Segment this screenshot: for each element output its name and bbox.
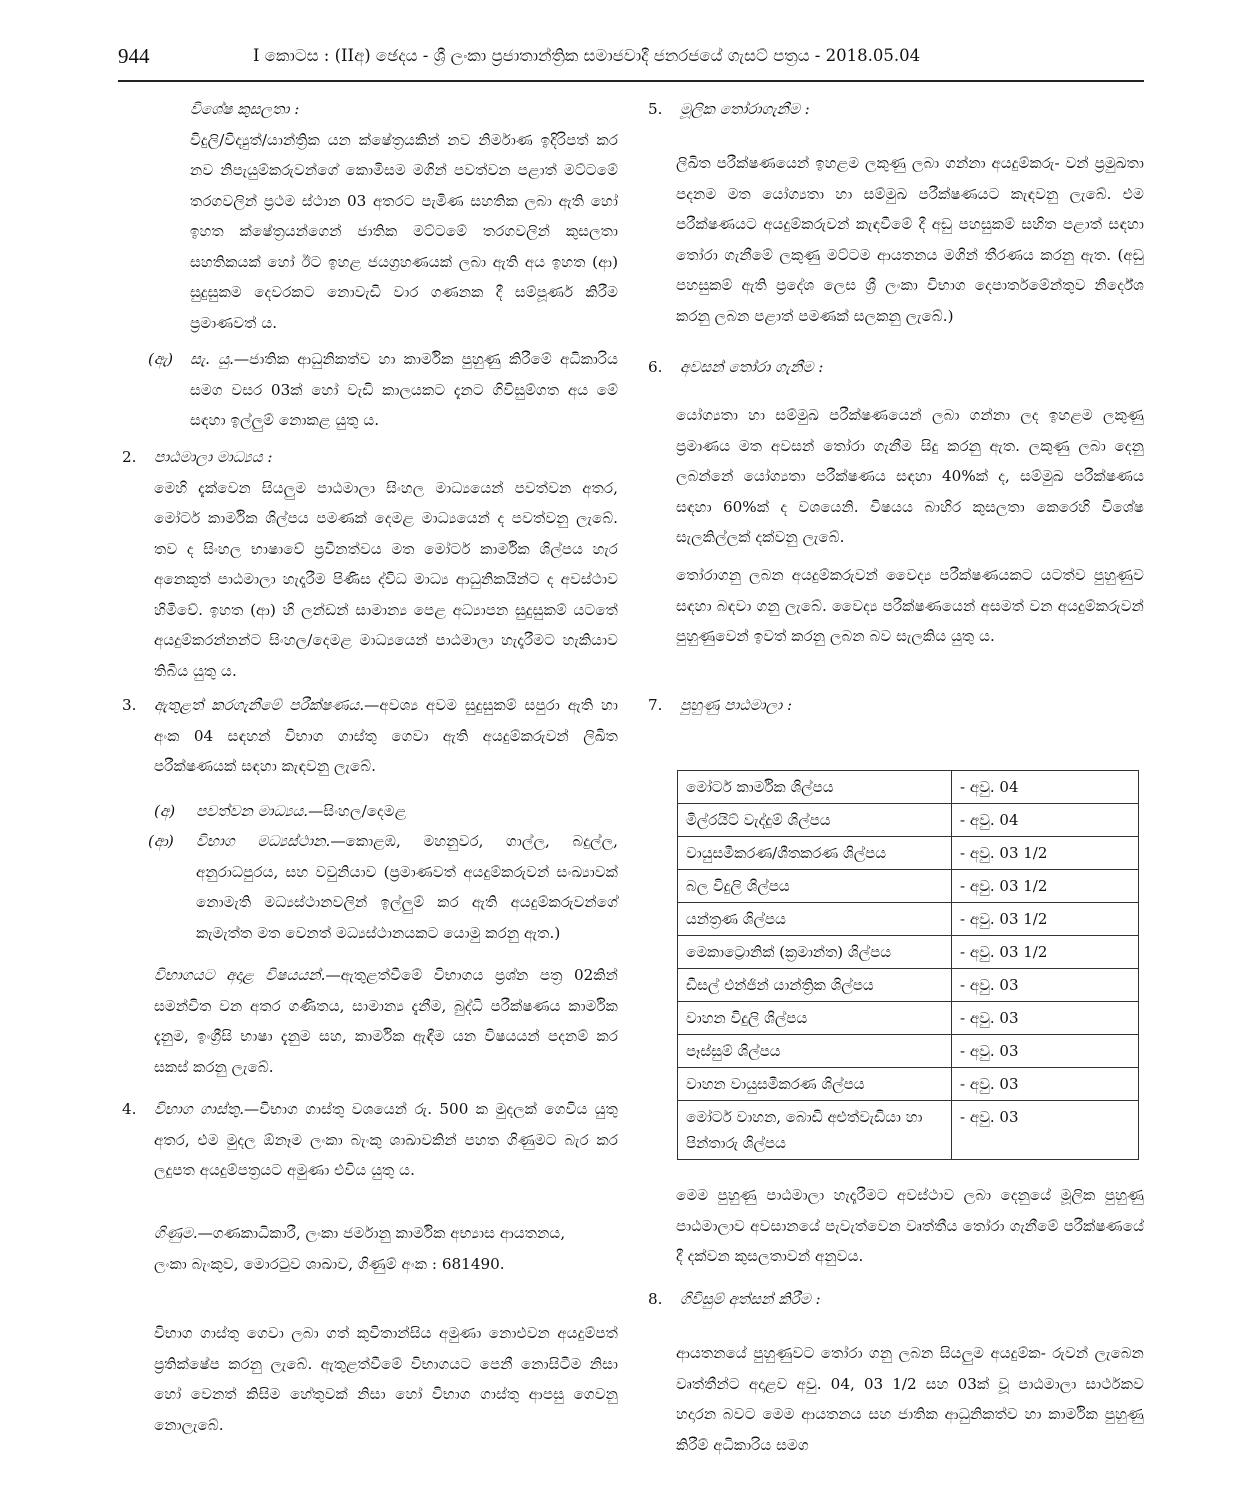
note-ae-text: —ජාතික ආධුනිකත්ව හා කාර්මික පුහුණු කිරීමේ අධිකාරිය සමග වසර 03ක් හෝ වැඩි කාලයකට දැනට ගිවිසුම්ගත අය මේ සඳහා ඉල්ලුම් නොකළ යුතු ය.	[190, 350, 619, 429]
section-7-text: මෙම පුහුණු පාඨමාලා හැදෑරීමට අවස්ථාව ලබා දෙනුයේ මූලික පුහුණු පාඨමාලාව අවසානයේ පැවැත්වෙන වෘත්තීය තෝරා ගැනීමේ පරීක්ෂණයේ දී දක්වන කුසලතාවන් අනුවය.	[676, 1186, 1144, 1265]
account-lead: ගිණුම.	[154, 1224, 198, 1242]
section-6-text-2: තෝරාගනු ලබන අයදුම්කරුවන් වෛද්‍ය පරීක්ෂණයකට යටත්ව පුහුණුව සඳහා බඳවා ගනු ලැබේ. වෛද්‍ය පරීක්ෂණයෙන් අසමත් වන අයදුම්කරුවන් පුහුණුවෙන් ඉවත් කරනු ලබන බව සැලකිය යුතු ය.	[676, 566, 1144, 645]
fee-rejection-text: විභාග ගාස්තු ගෙවා ලබා ගත් කුවිතාන්සිය අමුණා නොඑවන අයදුම්පත් ප්‍රතික්ෂේප කරනු ලැබේ. ඇතුළත්වීමේ විභාගයට පෙනී නොසිටීම නිසා හෝ වෙනත් කිසිම හේතුවක් නිසා හෝ විභාග ගාස්තු ආපසු ගෙවනු නොලැබේ.	[154, 1324, 618, 1434]
section-3a-text: —සිංහල/දෙමළ	[308, 802, 407, 820]
note-ae-paragraph	[190, 344, 618, 436]
section-3-heading: ඇතුළත් කරගැනීමේ පරීක්ෂණය.	[154, 696, 365, 714]
section-6	[648, 352, 1144, 383]
course-name: මිල්රයිට් වැද්දුම් ශිල්පය	[678, 804, 952, 837]
section-3b	[148, 826, 618, 948]
section-3	[122, 690, 618, 782]
section-6-heading: අවසන් තෝරා ගැනීම :	[680, 358, 824, 376]
table-row	[678, 771, 1139, 804]
section-4-text: —විභාග ගාස්තු වශයෙන් රු. 500 ක මුදලක් ගෙවිය යුතු අතර, එම මුදල ඕනෑම ලංකා බැංකු ශාඛාවකින් පහත ගිණුමට බැර කර ලදුපත අයදුම්පත්‍රයට අමුණා එවිය යුතු ය.	[154, 1100, 618, 1179]
note-ae-marker: (ඇ)	[148, 350, 174, 368]
table-row	[678, 936, 1139, 969]
course-name: මෝටර් වාහන, බොඩි අළුත්වැඩියා හා පින්තාරු ශිල්පය	[678, 1101, 952, 1160]
section-3a-lead: පවත්වන මාධ්‍යය.	[196, 802, 309, 820]
course-name: වාහන විදුලි ශිල්පය	[678, 1002, 952, 1035]
section-3b-paragraph	[196, 826, 618, 948]
section-3a-paragraph	[196, 796, 618, 827]
section-3-text: —අවශ්‍ය අවම සුදුසුකම් සපුරා ඇති හා අංක 04 සඳහන් විභාග ගාස්තු ගෙවා ඇති අයදුම්කරුවන් ලිඛිත පරීක්ෂණයක් සඳහා කැඳවනු ලැබේ.	[154, 696, 618, 775]
section-8-body	[676, 1338, 1144, 1460]
header-rule	[118, 80, 1144, 82]
section-2-number: 2.	[122, 448, 137, 466]
section-2-text: මෙහි දැක්වෙන සියලුම පාඨමාලා සිංහල මාධ්‍යයෙන් පවත්වන අතර, මෝටර් කාර්මික ශිල්පය පමණක් දෙමළ මාධ්‍යයෙන් ද පවත්වනු ලැබේ. තව ද සිංහල භාෂාවේ ප්‍රවීනත්වය මත මෝටර් කාර්මික ශිල්පය හැර අනෙකුත් පාඨමාලා හැදෑරීම පිණිස ද්විධ මාධ්‍ය ආධුනිකයින්ට ද අවස්ථාව හිමිවේ. ඉහත (ආ) හි ලන්ඩන් සාමාන්‍ය පෙළ අධ්‍යාපන සුදුසුකම් යටතේ අයදුම්කරන්නන්ට සිංහල/දෙමළ මාධ්‍යයෙන් පාඨමාලා හැදෑරීමට හැකියාව තිබිය යුතු ය.	[154, 478, 618, 680]
course-duration: - අවු. 04	[952, 804, 1139, 837]
note-ae-lead: සැ. යු.	[190, 350, 234, 368]
section-6-body	[676, 400, 1144, 553]
gazette-title: I කොටස : (IIඅ) ඡෙදය - ශ්‍රී ලංකා ප්‍රජාතාන්ත්‍රික සමාජවාදී ජනරජයේ ගැසට් පත්‍රය - 2018.05.04	[253, 46, 921, 65]
section-2-heading: පාඨමාලා මාධ්‍යය :	[154, 448, 273, 466]
section-8-heading: ගිවිසුම් අත්සන් කිරීම :	[680, 1290, 821, 1308]
exam-subjects-paragraph	[154, 960, 618, 1082]
course-duration: - අවු. 03	[952, 1035, 1139, 1068]
course-name: පෑස්සුම් ශිල්පය	[678, 1035, 952, 1068]
course-table	[677, 770, 1139, 1160]
section-3b-lead: විභාග මධ්‍යස්ථාන.	[196, 832, 331, 850]
account-text-1: —ගණකාධිකාරී, ලංකා ජර්මානු කාර්මික අභ්‍යාස ආයතනය,	[197, 1224, 566, 1242]
account-line-1	[154, 1218, 618, 1249]
page-header	[118, 44, 1144, 80]
account-text-2: ලංකා බැංකුව, මොරටුව ශාඛාව, ගිණුම් අංක : 681490.	[154, 1254, 505, 1273]
special-skill-text: විදුලි/විද්‍යුත්/යාන්ත්‍රික යන ක්ෂේත්‍රයකින් නව නිර්මාණ ඉදිරිපත් කර නව නිපැයුම්කරුවන්ගේ කොමිසම මගින් පවත්වන පළාත් මට්ටමේ තරගවලින් ප්‍රථම ස්ථාන 03 අතරට පැමිණ සහතික ලබා ඇති හෝ ඉහත ක්ෂේත්‍රයන්ගෙන් ජාතික මට්ටමේ තරගවලින් කුසලතා සහතිකයක් හෝ ඊට ඉහළ ජයග්‍රහණයක් ලබා ඇති අය ඉහත (ආ) සුදුසුකම දෙවරකට නොවැඩි වාර ගණනක දී සම්පූර්ණ කිරීම ප්‍රමාණවත් ය.	[190, 130, 618, 332]
special-skill-heading: විශේෂ කුසලතා :	[190, 100, 300, 118]
special-skill-block	[190, 94, 618, 338]
section-8	[648, 1284, 1144, 1315]
section-6-number: 6.	[648, 358, 663, 376]
section-7-number: 7.	[648, 696, 663, 714]
table-row	[678, 969, 1139, 1002]
section-3b-marker: (ආ)	[148, 832, 174, 850]
section-4-number: 4.	[122, 1100, 137, 1118]
course-name: යන්ත්‍රණ ශිල්පය	[678, 903, 952, 936]
course-duration: - අවු. 03	[952, 1101, 1139, 1160]
course-duration: - අවු. 04	[952, 771, 1139, 804]
section-7-body	[676, 1180, 1144, 1272]
course-name: මෝටර් කාර්මික ශිල්පය	[678, 771, 952, 804]
section-5-heading: මූලික තෝරාගැනීම :	[680, 100, 810, 118]
table-row	[678, 870, 1139, 903]
section-3-number: 3.	[122, 696, 137, 714]
section-3-paragraph	[154, 690, 618, 782]
section-4-paragraph	[154, 1094, 618, 1186]
table-row	[678, 1101, 1139, 1160]
course-name: ඩීසල් එන්ජින් යාන්ත්‍රික ශිල්පය	[678, 969, 952, 1002]
section-3a-marker: (අ)	[154, 802, 176, 820]
table-row	[678, 1068, 1139, 1101]
section-3a	[154, 796, 618, 827]
table-row	[678, 1002, 1139, 1035]
course-name: මෙකාට්‍රොනික් (ක්‍රමාන්ත) ශිල්පය	[678, 936, 952, 969]
exam-subjects-text: —ඇතුළත්වීමේ විභාගය ප්‍රශ්න පත්‍ර 02කින් සමන්විත වන අතර ගණිතය, සාමාන්‍ය දැනීම, බුද්ධි පරීක්ෂණය කාර්මික දැනුම, ඉංග්‍රීසි භාෂා දැනුම සහ, කාර්මික ඇඳීම යන විෂයයන් පදනම් කර සකස් කරනු ලැබේ.	[154, 966, 618, 1076]
table-row	[678, 837, 1139, 870]
section-8-number: 8.	[648, 1290, 663, 1308]
section-2	[122, 442, 618, 686]
course-duration: - අවු. 03 1/2	[952, 870, 1139, 903]
section-5-number: 5.	[648, 100, 663, 118]
section-4	[122, 1094, 618, 1186]
page-number: 944	[118, 44, 150, 68]
section-4-heading: විභාග ගාස්තු.	[154, 1100, 245, 1118]
section-3b-text: —කොළඹ, මහනුවර, ගාල්ල, බදුල්ල, අනුරාධපුරය, සහ වවුනියාව (ප්‍රමාණවත් අයදුම්කරුවන් සංඛ්‍යාවක් නොමැති මධ්‍යස්ථානවලින් ඉල්ලුම් කර ඇති අයදුම්කරුවන්ගේ කැමැත්ත මත වෙනත් මධ්‍යස්ථානයකට යොමු කරනු ඇත.)	[196, 832, 618, 942]
section-7	[648, 690, 1144, 721]
table-row	[678, 804, 1139, 837]
section-6-text: යෝග්‍යතා හා සම්මුඛ පරීක්ෂණයෙන් ලබා ගන්නා ලද ඉහළම ලකුණු ප්‍රමාණය මත අවසන් තෝරා ගැනීම සිදු කරනු ඇත. ලකුණු ලබා දෙනු ලබන්නේ යෝග්‍යතා පරීක්ෂණය සඳහා 40%ක් ද, සම්මුඛ පරීක්ෂණය සඳහා 60%ක් ද වශයෙනි. විෂයය බාහිර කුසලතා කෙරෙහි විශේෂ සැලකිල්ලක් දක්වනු ලැබේ.	[676, 406, 1144, 546]
course-name: වායුසමීකරණ/ශීතකරණ ශිල්පය	[678, 837, 952, 870]
course-duration: - අවු. 03	[952, 1002, 1139, 1035]
section-8-text: ආයතනයේ පුහුණුවට තෝරා ගනු ලබන සියලුම අයදුම්ක- රුවන් ලැබෙන වෘත්තීන්ට අදාළව අවු. 04, 03 1/2 සහ 03ක් වූ පාඨමාලා සාර්ථකව හදාරන බවට මෙම ආයතනය සහ ජාතික ආධුනිකත්ව හා කාර්මික පුහුණු කිරීම් අධිකාරිය සමග	[676, 1344, 1144, 1454]
course-duration: - අවු. 03 1/2	[952, 936, 1139, 969]
course-duration: - අවු. 03	[952, 969, 1139, 1002]
course-duration: - අවු. 03 1/2	[952, 903, 1139, 936]
exam-subjects	[154, 960, 618, 1082]
course-duration: - අවු. 03	[952, 1068, 1139, 1101]
section-5-body	[676, 148, 1144, 331]
table-row	[678, 1035, 1139, 1068]
account-details	[154, 1218, 618, 1279]
course-name: වාහන වායුසමීකරණ ශිල්පය	[678, 1068, 952, 1101]
section-5-text: ලිඛිත පරීක්ෂණයෙන් ඉහළම ලකුණු ලබා ගන්නා අයදුම්කරු- වන් ප්‍රමුඛතා පදනම මත යෝග්‍යතා හා සම්මුඛ පරීක්ෂණයට කැඳවනු ලැබේ. එම පරීක්ෂණයට අයදුම්කරුවන් කැඳවීමේ දී අඩු පහසුකම් සහිත පළාත් සඳහා තෝරා ගැනීමේ ලකුණු මට්ටම ආයතනය මගින් තීරණය කරනු ඇත. (අඩු පහසුකම් ඇති ප්‍රදේශ ලෙස ශ්‍රී ලංකා විභාග දෙපාර්තමේන්තුව නිර්දේශ කරනු ලබන පළාත් පමණක් සලකනු ලැබේ.)	[676, 154, 1144, 325]
course-duration: - අවු. 03 1/2	[952, 837, 1139, 870]
section-6-body-2	[676, 560, 1144, 652]
table-row	[678, 903, 1139, 936]
section-7-heading: පුහුණු පාඨමාලා :	[680, 696, 793, 714]
course-name: බල විදුලි ශිල්පය	[678, 870, 952, 903]
section-5	[648, 94, 1144, 125]
note-ae-block	[148, 344, 618, 436]
fee-rejection-note	[154, 1318, 618, 1440]
exam-subjects-lead: විභාගයට අදාළ විෂයයන්.	[154, 966, 326, 984]
